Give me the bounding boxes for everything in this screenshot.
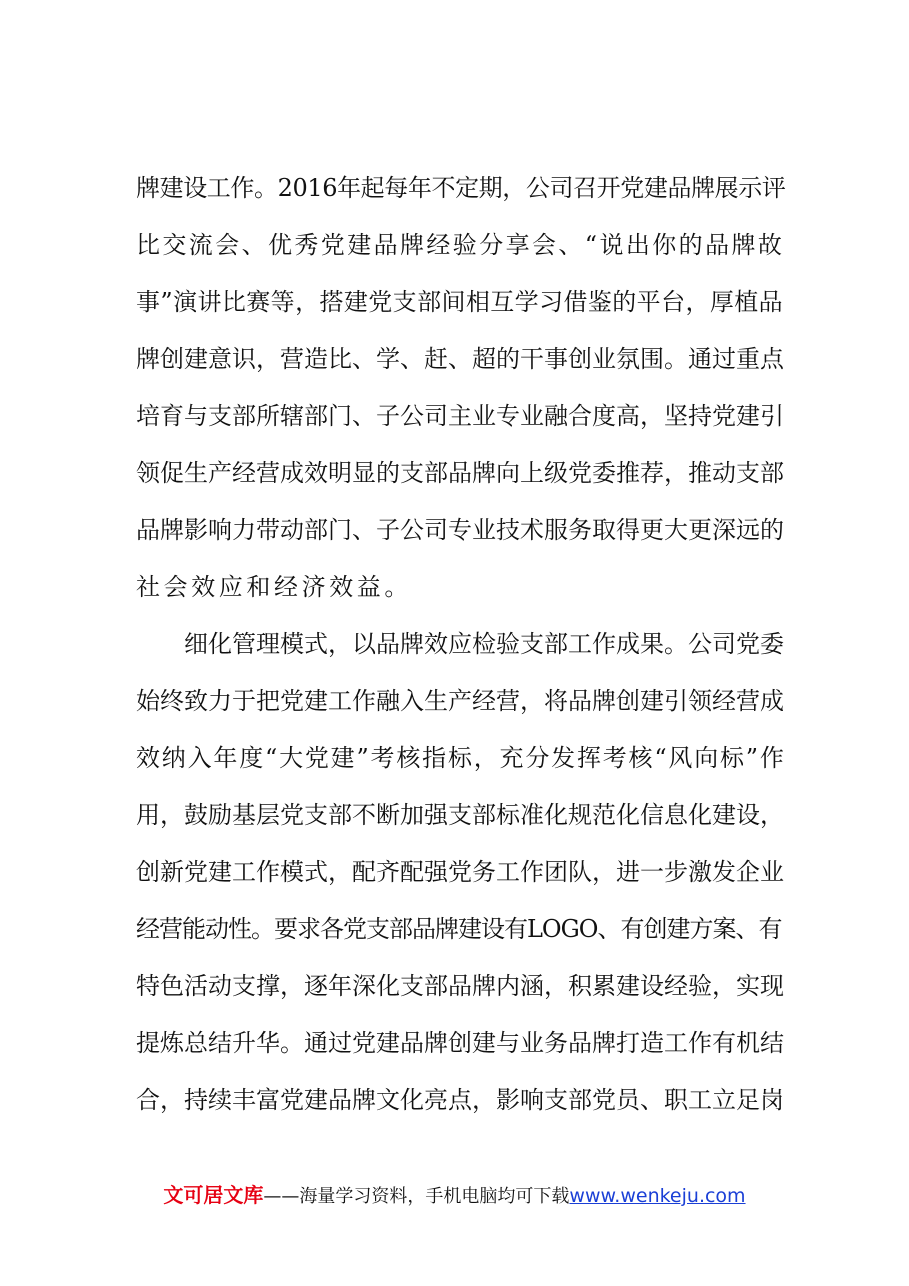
- text-line: 细化管理模式，以品牌效应检验支部工作成果。公司党委: [184, 630, 784, 658]
- paragraph-1: [136, 160, 786, 616]
- document-body: [136, 160, 786, 1129]
- text-line: 创新党建工作模式，配齐配强党务工作团队，进一步激发企业: [136, 858, 784, 886]
- text-line: 经营能动性。要求各党支部品牌建设有LOGO、有创建方案、有: [136, 915, 782, 943]
- text-line: 特色活动支撑，逐年深化支部品牌内涵，积累建设经验，实现: [136, 972, 784, 1000]
- text-line: 提炼总结升华。通过党建品牌创建与业务品牌打造工作有机结: [136, 1029, 784, 1057]
- text-line: 牌创建意识，营造比、学、赶、超的干事创业氛围。通过重点: [136, 345, 784, 373]
- footer-url-link[interactable]: www.wenkeju.com: [569, 1185, 746, 1207]
- paragraph-2: [136, 616, 786, 1129]
- footer-tagline: ——海量学习资料，手机电脑均可下载: [263, 1186, 570, 1207]
- text-line: 培育与支部所辖部门、子公司主业专业融合度高，坚持党建引: [136, 402, 784, 430]
- text-line: 比交流会、优秀党建品牌经验分享会、“说出你的品牌故: [136, 231, 785, 259]
- text-line: 事”演讲比赛等，搭建党支部间相互学习借鉴的平台，厚植品: [136, 288, 784, 316]
- footer-brand: 文可居文库: [163, 1183, 264, 1207]
- text-line: 效纳入年度“大党建”考核指标，充分发挥考核“风向标”作: [136, 744, 786, 772]
- footer-watermark: [0, 1183, 909, 1209]
- text-line: 用，鼓励基层党支部不断加强支部标准化规范化信息化建设，: [136, 801, 784, 829]
- text-line: 始终致力于把党建工作融入生产经营，将品牌创建引领经营成: [136, 687, 784, 715]
- text-line: 领促生产经营成效明显的支部品牌向上级党委推荐，推动支部: [136, 459, 784, 487]
- text-line: 合，持续丰富党建品牌文化亮点，影响支部党员、职工立足岗: [136, 1086, 784, 1114]
- text-line: 品牌影响力带动部门、子公司专业技术服务取得更大更深远的: [136, 516, 784, 544]
- text-line: 社会效应和经济效益。: [136, 573, 412, 601]
- text-line: 牌建设工作。2016年起每年不定期，公司召开党建品牌展示评: [136, 174, 786, 202]
